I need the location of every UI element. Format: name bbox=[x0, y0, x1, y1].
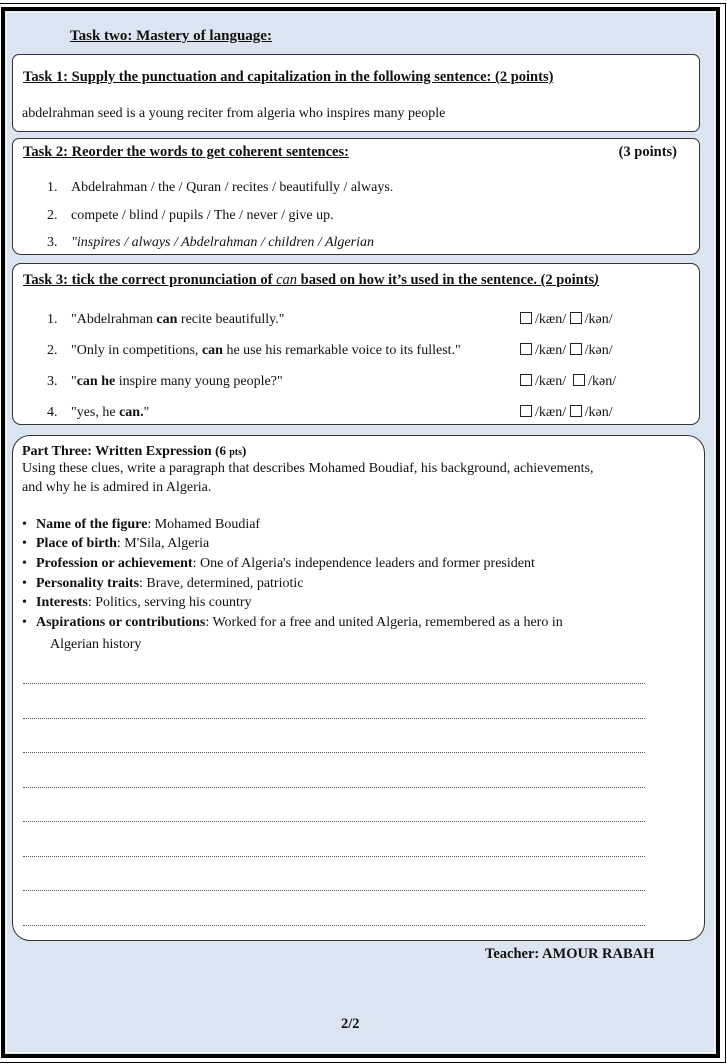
answer-line[interactable] bbox=[23, 787, 645, 788]
clue-label: Profession or achievement bbox=[36, 556, 193, 571]
item-number: 4. bbox=[47, 405, 58, 420]
task3-box bbox=[12, 263, 700, 425]
item-text-post: " bbox=[143, 405, 150, 420]
bullet-icon: • bbox=[22, 517, 27, 532]
item-number: 3. bbox=[47, 374, 58, 389]
checkbox-kan[interactable] bbox=[570, 343, 582, 355]
option-label: /kæn/ bbox=[535, 374, 567, 389]
pronunciation-options bbox=[520, 343, 613, 359]
part3-title-text: Part Three: Written Expression bbox=[22, 444, 212, 459]
item-number: 2. bbox=[47, 208, 58, 223]
list-item bbox=[47, 208, 334, 224]
list-item bbox=[47, 235, 374, 251]
clue-continuation: Algerian history bbox=[50, 637, 142, 652]
option-label: /kæn/ bbox=[535, 312, 567, 327]
option-label: /kən/ bbox=[588, 374, 617, 389]
task2-title-text: Task 2: Reorder the words to get coherent sentences: bbox=[23, 144, 349, 160]
clue-value: : One of Algeria's independence leaders and former president bbox=[192, 556, 535, 571]
answer-line[interactable] bbox=[23, 752, 645, 753]
item-bold: can bbox=[156, 312, 178, 327]
task2-points: (3 points) bbox=[618, 144, 677, 160]
part3-points bbox=[215, 443, 246, 458]
item-number: 1. bbox=[47, 312, 58, 327]
item-number: 2. bbox=[47, 343, 58, 358]
bullet-icon: • bbox=[22, 556, 27, 571]
list-item bbox=[47, 343, 461, 359]
item-text-post: he use his remarkable voice to its fullest." bbox=[222, 343, 461, 358]
pts-open: (6 bbox=[215, 443, 230, 458]
clue-value: : Brave, determined, patriotic bbox=[139, 576, 304, 591]
bullet-icon: • bbox=[22, 595, 27, 610]
checkbox-kan[interactable] bbox=[570, 405, 582, 417]
task3-title bbox=[23, 272, 599, 289]
bullet-icon: • bbox=[22, 536, 27, 551]
item-bold: can. bbox=[119, 405, 144, 420]
task1-sentence: abdelrahman seed is a young reciter from algeria who inspires many people bbox=[22, 106, 446, 121]
page-number: 2/2 bbox=[341, 1016, 360, 1032]
item-number: 1. bbox=[47, 180, 58, 195]
list-item bbox=[47, 312, 284, 328]
section-heading: Task two: Mastery of language: bbox=[70, 28, 272, 44]
answer-line[interactable] bbox=[23, 718, 645, 719]
item-text: Abdelrahman / the / Quran / recites / beautifully / always. bbox=[71, 180, 394, 195]
pronunciation-options bbox=[520, 374, 616, 390]
list-item bbox=[47, 374, 283, 390]
answer-line[interactable] bbox=[23, 856, 645, 857]
option-label: /kən/ bbox=[584, 405, 613, 420]
clue-label: Interests bbox=[36, 595, 88, 610]
teacher-name: Teacher: AMOUR RABAH bbox=[485, 946, 655, 962]
clue-item bbox=[22, 576, 303, 592]
option-label: /kən/ bbox=[584, 312, 613, 327]
list-item bbox=[47, 180, 393, 196]
task1-box bbox=[12, 54, 700, 132]
clue-value: : Politics, serving his country bbox=[87, 595, 252, 610]
pronunciation-options bbox=[520, 312, 613, 328]
item-text: "Only in competitions, bbox=[71, 343, 202, 358]
item-text-post: recite beautifully." bbox=[177, 312, 285, 327]
bullet-icon: • bbox=[22, 576, 27, 591]
item-number: 3. bbox=[47, 235, 58, 250]
checkbox-kaen[interactable] bbox=[520, 312, 532, 324]
clue-label: Place of birth bbox=[36, 536, 117, 551]
checkbox-kan[interactable] bbox=[573, 374, 585, 386]
part3-box bbox=[12, 435, 705, 941]
task3-title-close: ) bbox=[594, 272, 600, 288]
pts-unit: pts bbox=[229, 447, 243, 458]
pronunciation-options bbox=[520, 405, 613, 421]
item-bold: can bbox=[201, 343, 223, 358]
checkbox-kaen[interactable] bbox=[520, 374, 532, 386]
item-bold: can he bbox=[76, 374, 116, 389]
answer-line[interactable] bbox=[23, 683, 645, 684]
item-text: "inspires / always / Abdelrahman / children / Algerian bbox=[71, 235, 374, 250]
task2-box bbox=[12, 138, 700, 255]
item-text: compete / blind / pupils / The / never / give up. bbox=[71, 208, 334, 223]
clue-item bbox=[22, 595, 252, 611]
clue-item bbox=[22, 615, 563, 631]
bullet-icon: • bbox=[22, 615, 27, 630]
option-label: /kæn/ bbox=[535, 343, 567, 358]
option-label: /kən/ bbox=[584, 343, 613, 358]
item-text: " bbox=[71, 374, 77, 389]
task3-title-can: can bbox=[276, 272, 298, 288]
task1-title: Task 1: Supply the punctuation and capitalization in the following sentence: (2 points) bbox=[23, 69, 554, 85]
clue-item bbox=[22, 536, 209, 552]
clue-label: Aspirations or contributions bbox=[36, 615, 206, 630]
clue-value: : M'Sila, Algeria bbox=[116, 536, 210, 551]
pts-close: ) bbox=[242, 443, 247, 458]
clue-label: Personality traits bbox=[36, 576, 140, 591]
clue-item bbox=[22, 517, 260, 533]
part3-title bbox=[22, 443, 246, 460]
answer-line[interactable] bbox=[23, 925, 645, 926]
task3-title-text-b: based on how it’s used in the sentence. (2 points bbox=[297, 272, 595, 288]
clue-label: Name of the figure bbox=[36, 517, 148, 532]
clue-item bbox=[22, 556, 535, 572]
answer-line[interactable] bbox=[23, 890, 645, 891]
part3-instruction-line1: Using these clues, write a paragraph that describes Mohamed Boudiaf, his background, achievements, bbox=[22, 461, 594, 476]
option-label: /kæn/ bbox=[535, 405, 567, 420]
checkbox-kaen[interactable] bbox=[520, 405, 532, 417]
part3-instruction-line2: and why he is admired in Algeria. bbox=[22, 480, 212, 495]
checkbox-kan[interactable] bbox=[570, 312, 582, 324]
task3-title-text: Task 3: tick the correct pronunciation of bbox=[23, 272, 277, 288]
clue-value: : Mohamed Boudiaf bbox=[147, 517, 261, 532]
clue-value: : Worked for a free and united Algeria, remembered as a hero in bbox=[205, 615, 563, 630]
item-text: "Abdelrahman bbox=[71, 312, 157, 327]
checkbox-kaen[interactable] bbox=[520, 343, 532, 355]
item-text-post: inspire many young people?" bbox=[115, 374, 283, 389]
answer-line[interactable] bbox=[23, 821, 645, 822]
list-item bbox=[47, 405, 149, 421]
task2-title bbox=[23, 144, 677, 161]
item-text: "yes, he bbox=[71, 405, 120, 420]
